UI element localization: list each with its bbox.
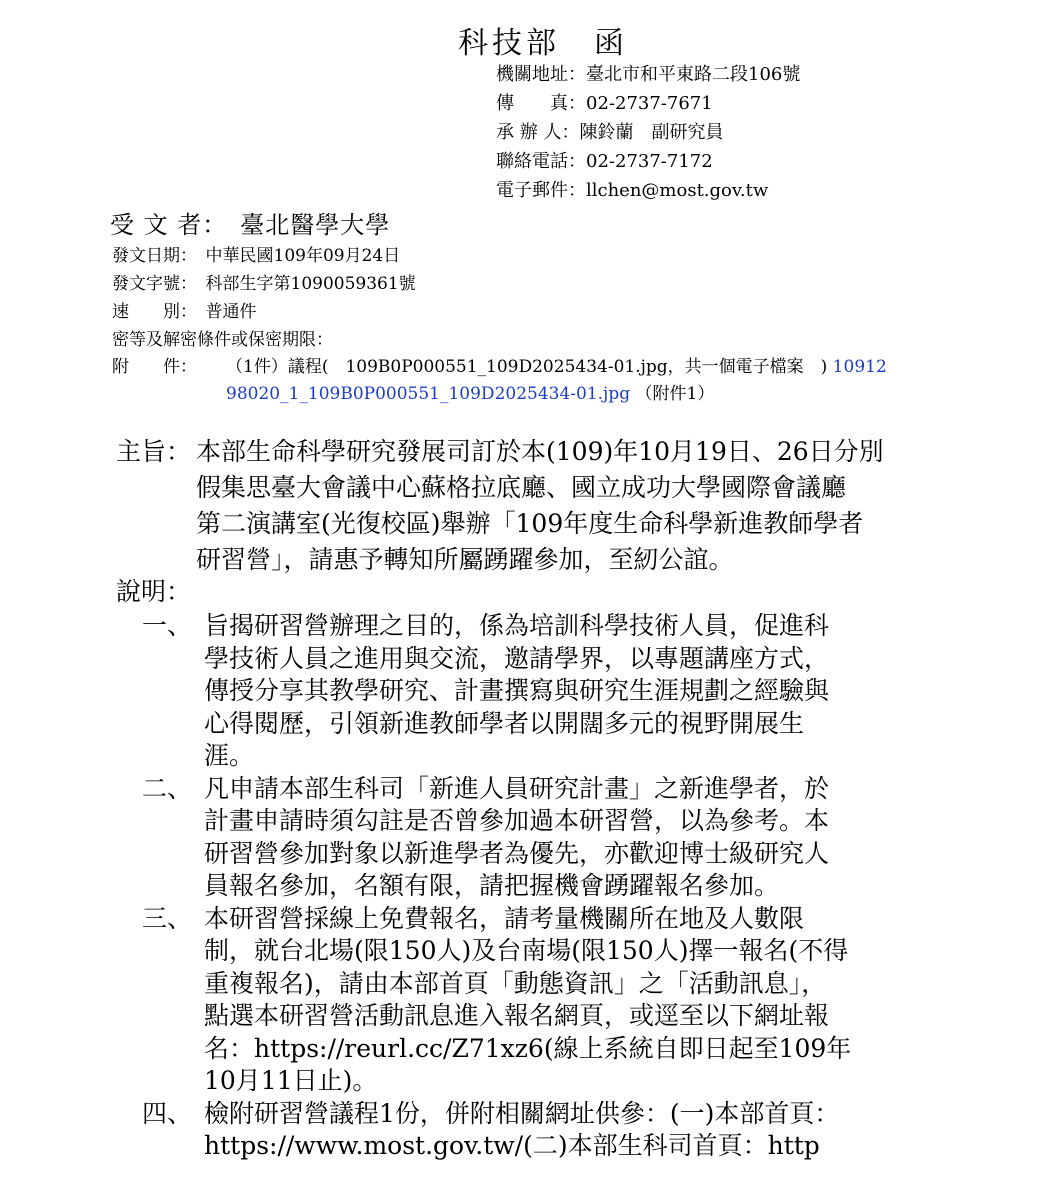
explanation-label: 說明： — [116, 577, 192, 606]
item-line: 10月11日止)。 — [204, 1066, 378, 1095]
item-line: 重複報名)，請由本部首頁「動態資訊」之「活動訊息」， — [204, 968, 827, 998]
sender-address: 機關地址：臺北市和平東路二段106號 — [496, 64, 801, 85]
explanation-items — [142, 610, 942, 1163]
attachment-description: （1件）議程( 109B0P000551_109D2025434-01.jpg，共一個電子檔案 ) — [226, 357, 828, 377]
attachment-link-part2[interactable]: 98020_1_109B0P000551_109D2025434-01.jpg — [226, 384, 631, 404]
item-number: 三、 — [142, 903, 193, 933]
sender-fax: 傳 真：02-2737-7671 — [496, 93, 713, 114]
item-line: 傳授分享其教學研究、計畫撰寫與研究生涯規劃之經驗與 — [204, 676, 830, 705]
item-line: 旨揭研習營辦理之目的，係為培訓科學技術人員，促進科 — [204, 611, 830, 640]
item-line: 心得閱歷，引領新進教師學者以開闊多元的視野開展生 — [204, 708, 805, 738]
item-line: 凡申請本部生科司「新進人員研究計畫」之新進學者，於 — [204, 773, 830, 803]
item-line: 研習營參加對象以新進學者為優先，亦歡迎博士級研究人 — [204, 838, 830, 868]
item-line: 本研習營採線上免費報名，請考量機關所在地及人數限 — [204, 903, 805, 933]
item-number: 四、 — [142, 1098, 193, 1128]
subject-line: 本部生命科學研究發展司訂於本(109)年10月19日、26日分別 — [196, 437, 884, 466]
item-line: 點選本研習營活動訊息進入報名網頁，或逕至以下網址報 — [204, 1001, 830, 1030]
subject-label: 主旨： — [116, 437, 192, 466]
subject-section — [116, 434, 956, 578]
sender-email: 電子郵件：llchen@most.gov.tw — [496, 180, 769, 201]
explanation-item-1 — [142, 610, 942, 773]
document-meta-block — [112, 242, 416, 354]
explanation-item-3 — [142, 903, 942, 1098]
sender-contact-person: 承 辦 人：陳鈴蘭 副研究員 — [496, 122, 724, 143]
confidentiality: 密等及解密條件或保密期限： — [112, 330, 333, 350]
urgency: 速 別： 普通件 — [112, 302, 257, 322]
attachment-label: 附 件： — [112, 357, 197, 377]
attachment-note: （附件1） — [630, 384, 715, 404]
item-line: 涯。 — [204, 741, 255, 770]
subject-line: 第二演講室(光復校區)舉辦「109年度生命科學新進教師學者 — [196, 509, 864, 538]
document-title: 科技部 函 — [458, 26, 628, 61]
attachment-block — [112, 354, 952, 408]
registration-url-line: 名：https://reurl.cc/Z71xz6(線上系統自即日起至109年 — [204, 1033, 852, 1063]
item-line: 制，就台北場(限150人)及台南場(限150人)擇一報名(不得 — [204, 936, 849, 965]
explanation-item-2 — [142, 773, 942, 903]
subject-line: 研習營」，請惠予轉知所屬踴躍參加，至紉公誼。 — [196, 545, 734, 574]
item-number: 二、 — [142, 773, 193, 803]
item-line: 學技術人員之進用與交流，邀請學界，以專題講座方式， — [204, 643, 830, 673]
sender-info-block — [496, 60, 800, 205]
explanation-item-4 — [142, 1098, 942, 1163]
subject-line: 假集思臺大會議中心蘇格拉底廳、國立成功大學國際會議廳 — [196, 473, 847, 502]
recipient-line: 受 文 者： 臺北醫學大學 — [110, 211, 391, 239]
attachment-link-part1[interactable]: 10912 — [827, 357, 887, 377]
item-line: 檢附研習營議程1份，併附相關網址供參：(一)本部首頁： — [204, 1098, 840, 1128]
item-number: 一、 — [142, 611, 193, 640]
item-line: 員報名參加，名額有限，請把握機會踴躍報名參加。 — [204, 871, 780, 900]
document-number: 發文字號： 科部生字第1090059361號 — [112, 274, 416, 294]
sender-phone: 聯絡電話：02-2737-7172 — [496, 151, 713, 172]
website-url-line: https://www.most.gov.tw/(二)本部生科司首頁：http — [204, 1131, 820, 1160]
item-line: 計畫申請時須勾註是否曾參加過本研習營，以為參考。本 — [204, 806, 830, 835]
issue-date: 發文日期： 中華民國109年09月24日 — [112, 246, 401, 266]
